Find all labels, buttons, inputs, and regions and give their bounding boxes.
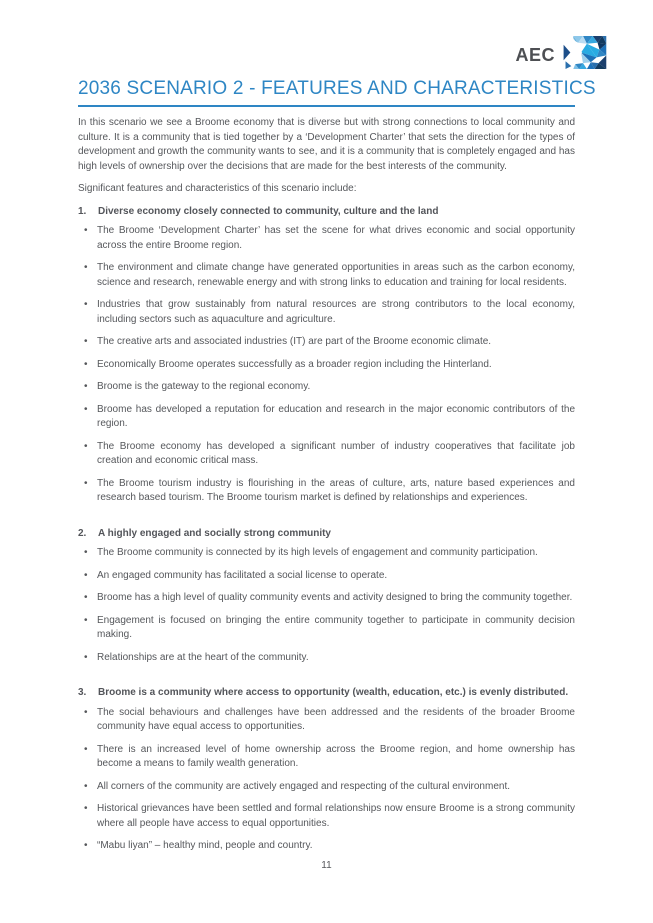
section-heading-text: A highly engaged and socially strong community — [98, 527, 331, 539]
bullet-text: Historical grievances have been settled and formal relationships now ensure Broome is a strong community where all people have access to equal opportunities. — [97, 803, 575, 829]
bullet-marker: • — [84, 381, 88, 392]
bullet-marker: • — [84, 706, 88, 718]
bullet-item — [78, 802, 575, 831]
bullet-item — [78, 224, 575, 253]
bullet-text: The Broome community is connected by its high levels of engagement and community participation. — [97, 547, 538, 558]
bullet-text: The Broome tourism industry is flourishing in the areas of culture, arts, nature based experiences and research based tourism. The Broome tourism market is defined by relationships and experiences. — [97, 477, 575, 503]
bullet-marker: • — [84, 614, 88, 626]
page-footer — [0, 860, 653, 871]
bullet-marker: • — [84, 651, 88, 663]
bullet-marker: • — [84, 440, 88, 452]
section-number: 2. — [78, 527, 87, 539]
bullet-text: The Broome ‘Development Charter’ has set the scene for what drives economic and social opportunity across the entire Broome region. — [97, 225, 575, 251]
bullet-text: The creative arts and associated industries (IT) are part of the Broome economic climate. — [97, 336, 492, 347]
bullet-text: The environment and climate change have generated opportunities in areas such as the carbon economy, science and research, renewable energy and with strong links to education and training for local residents. — [97, 262, 575, 288]
bullet-text: “Mabu liyan” – healthy mind, people and country. — [97, 840, 313, 851]
bullet-marker: • — [84, 403, 88, 415]
section-heading-text: Broome is a community where access to opportunity (wealth, education, etc.) is evenly distributed. — [98, 687, 569, 698]
bullet-item — [78, 440, 575, 469]
bullet-text: Economically Broome operates successfully as a broader region including the Hinterland. — [97, 358, 492, 370]
bullet-text: All corners of the community are actively engaged and respecting of the cultural environment. — [97, 780, 510, 792]
bullet-text: Industries that grow sustainably from natural resources are strong contributors to the local economy, including sectors such as aquaculture and agriculture. — [97, 299, 575, 325]
bullet-text: An engaged community has facilitated a social license to operate. — [97, 569, 388, 581]
bullet-marker: • — [84, 780, 88, 792]
bullet-item — [78, 298, 575, 327]
page-title: 2036 SCENARIO 2 - FEATURES AND CHARACTERISTICS — [78, 78, 575, 107]
bullet-text: Relationships are at the heart of the community. — [97, 651, 309, 663]
aec-logo-mosaic-icon — [559, 36, 607, 69]
bullet-item — [78, 614, 575, 643]
aec-logo-text: AEC — [515, 45, 555, 65]
bullet-item — [78, 261, 575, 290]
bullet-item — [78, 706, 575, 735]
bullet-text: The social behaviours and challenges have been addressed and the residents of the broader Broome community have equal access to opportunities. — [97, 706, 575, 732]
bullet-marker: • — [84, 592, 88, 603]
bullet-marker: • — [84, 569, 88, 581]
bullet-item — [78, 546, 575, 561]
bullet-marker: • — [84, 336, 88, 347]
bullet-marker: • — [84, 840, 88, 851]
section-2-heading — [78, 527, 575, 542]
section-heading-text: Diverse economy closely connected to community, culture and the land — [98, 205, 439, 217]
bullet-text: Engagement is focused on bringing the entire community together to participate in community decision making. — [97, 614, 575, 640]
bullet-text: Broome is the gateway to the regional economy. — [97, 381, 311, 392]
section-2 — [78, 527, 575, 666]
page-number: 11 — [321, 860, 332, 871]
bullet-text: Broome has a high level of quality community events and activity designed to bring the community together. — [97, 592, 573, 603]
bullet-text: Broome has developed a reputation for education and research in the major economic contributors of the region. — [97, 403, 575, 429]
section-3-heading — [78, 686, 575, 701]
section-1-heading — [78, 205, 575, 220]
bullet-item — [78, 743, 575, 772]
intro-paragraph: In this scenario we see a Broome economy that is diverse but with strong connections to local community and culture. It is a community that is tied together by a ‘Development Charter’ that sets the direction for the types of development and growth the community wants to see, and it is a community that is completely engaged and has high levels of ownership over the decisions that are made for the best interests of the community. — [78, 117, 575, 172]
intro-lead-line: Significant features and characteristics of this scenario include: — [78, 183, 357, 194]
bullet-marker: • — [84, 358, 88, 370]
bullet-marker: • — [84, 477, 88, 489]
section-number: 3. — [78, 687, 87, 698]
bullet-item — [78, 380, 575, 395]
bullet-item — [78, 477, 575, 506]
bullet-marker: • — [84, 262, 88, 273]
content-column — [78, 78, 596, 862]
bullet-marker: • — [84, 547, 88, 558]
bullet-text: There is an increased level of home ownership across the Broome region, and home ownership has become a means to family wealth generation. — [97, 743, 575, 769]
aec-logo — [515, 36, 607, 69]
bullet-item — [78, 569, 575, 584]
bullet-item — [78, 780, 575, 795]
section-1 — [78, 205, 575, 506]
bullet-text: The Broome economy has developed a significant number of industry cooperatives that facilitate job creation and economic critical mass. — [97, 440, 575, 466]
bullet-marker: • — [84, 743, 88, 755]
bullet-item — [78, 335, 575, 350]
bullet-item — [78, 358, 575, 373]
bullet-marker: • — [84, 299, 88, 310]
bullet-item — [78, 403, 575, 432]
bullet-marker: • — [84, 803, 88, 814]
bullet-item — [78, 651, 575, 666]
section-3 — [78, 686, 575, 854]
bullet-item — [78, 839, 575, 854]
bullet-item — [78, 591, 575, 606]
section-number: 1. — [78, 205, 87, 217]
bullet-marker: • — [84, 225, 88, 236]
